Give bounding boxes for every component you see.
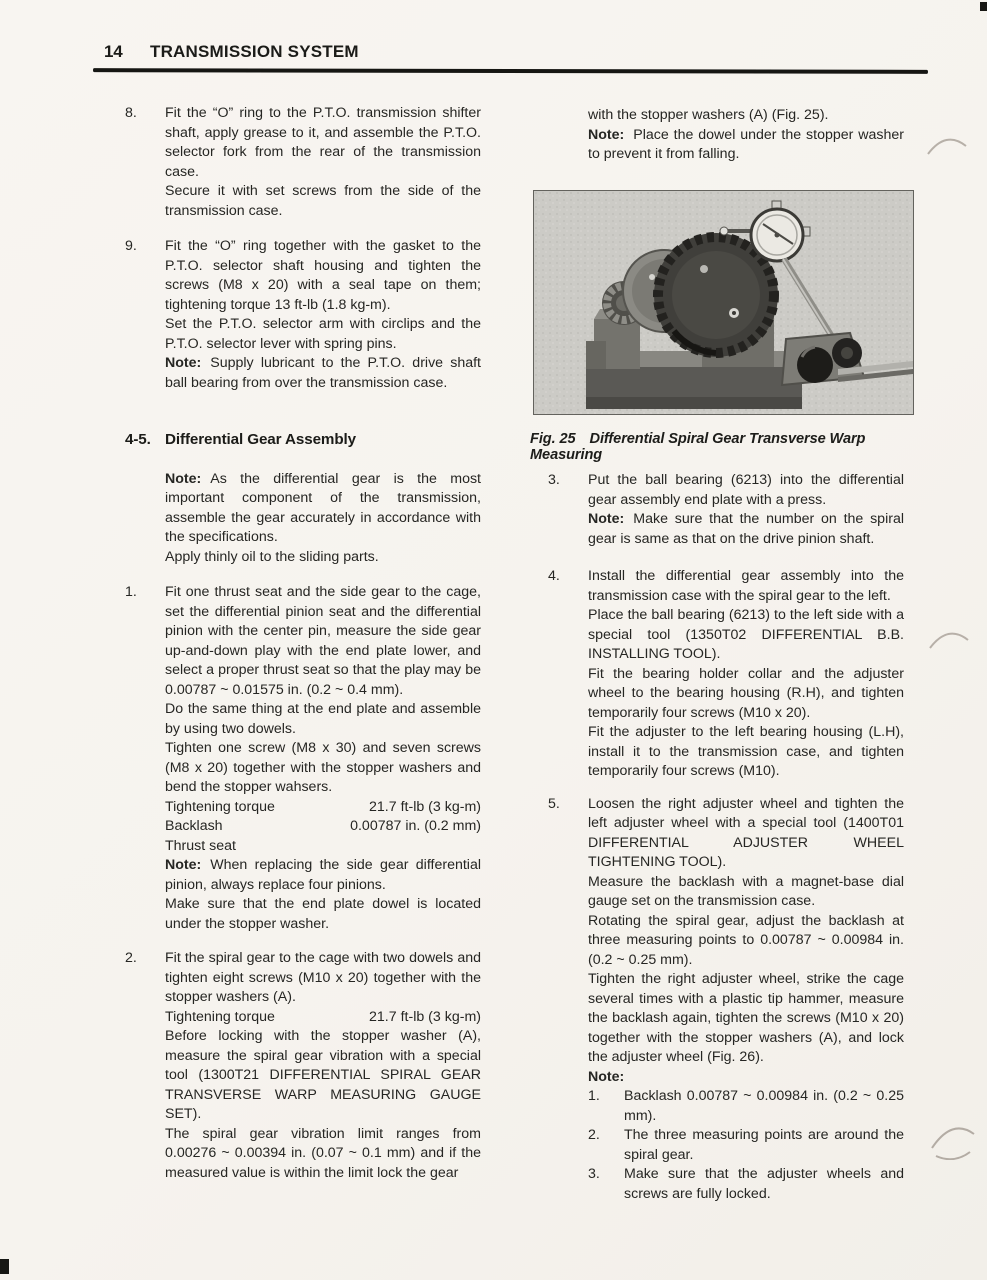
step-text: Fit the adjuster to the left bearing housing (L.H), install it to the transmission case, and tighten temporarily four screws (M10). xyxy=(588,724,904,779)
note-item-text: Make sure that the adjuster wheels and screws are fully locked. xyxy=(624,1166,904,1202)
note-list-item xyxy=(588,1165,904,1204)
scan-corner-mark xyxy=(980,2,987,11)
note-paragraph: Note: As the differential gear is the most important component of the transmission, assemble the gear accurately in accordance with the specifications. xyxy=(165,470,481,545)
spec-row xyxy=(165,798,481,818)
step-2-continuation xyxy=(548,106,904,165)
page-number: 14 xyxy=(104,42,123,61)
step-text: Place the ball bearing (6213) to the left side with a special tool (1350T02 DIFFERENTIAL B.B. INSTALLING TOOL). xyxy=(588,607,904,662)
note-label: Note: xyxy=(165,857,202,873)
section-title: Differential Gear Assembly xyxy=(165,431,356,448)
scan-curl-mark xyxy=(930,1118,972,1148)
note-list-item xyxy=(588,1087,904,1126)
step-note-label: Note: xyxy=(588,1068,625,1085)
spec-row xyxy=(165,837,481,857)
step-3 xyxy=(548,471,904,549)
section-heading xyxy=(125,430,481,450)
page-title: TRANSMISSION SYSTEM xyxy=(150,42,359,61)
figure-number: Fig. 25 xyxy=(530,431,576,447)
note-label: Note: xyxy=(165,470,202,487)
section-number: 4-5. xyxy=(125,431,151,448)
step-text: Secure it with set screws from the side of the transmission case. xyxy=(165,183,481,219)
step-number: 4. xyxy=(548,568,560,584)
cage-bolt xyxy=(649,274,655,280)
note-list-item xyxy=(588,1126,904,1165)
note-extra: Apply thinly oil to the sliding parts. xyxy=(165,548,379,565)
right-column-lower xyxy=(548,471,904,1204)
step-text: Loosen the right adjuster wheel and tighten the left adjuster wheel with a special tool (1400T01 DIFFERENTIAL ADJUSTER WHEEL TIGHTENING TOOL). xyxy=(588,795,904,870)
spec-label: Thrust seat xyxy=(165,837,236,854)
note-item-text: Backlash 0.00787 ~ 0.00984 in. (0.2 ~ 0.25 mm). xyxy=(624,1088,904,1124)
step-number: 8. xyxy=(125,105,137,121)
measuring-setup-illustration xyxy=(534,191,913,414)
gear-face xyxy=(672,251,760,339)
note-item-number: 1. xyxy=(588,1088,600,1104)
step-text: with the stopper washers (A) (Fig. 25). xyxy=(588,107,829,123)
step-text: Before locking with the stopper washer (A), measure the spiral gear vibration with a special tool (1300T21 DIFFERENTIAL SPIRAL GEAR TRANSVERSE WARP MEASURING GAUGE SET). xyxy=(165,1028,481,1122)
left-support-step2 xyxy=(586,341,606,369)
step-text: Fit the spiral gear to the cage with two dowels and tighten eight screws (M10 x 20) together with the stopper washers (A). xyxy=(165,950,481,1005)
gear-rivet-center xyxy=(732,311,736,315)
step-4 xyxy=(548,567,904,782)
scan-curl-mark xyxy=(926,128,968,158)
spec-label: Backlash xyxy=(165,818,223,834)
spec-row xyxy=(165,817,481,837)
step-note: Note: When replacing the side gear differential pinion, always replace four pinions. xyxy=(165,857,481,893)
step-text: Fit the bearing holder collar and the adjuster wheel to the bearing housing (R.H), and tighten temporarily four screws (M10 x 20). xyxy=(588,665,904,721)
spec-value: 0.00787 in. (0.2 mm) xyxy=(350,818,481,834)
spec-value: 21.7 ft-lb (3 kg-m) xyxy=(369,798,481,815)
step-note: Note: Place the dowel under the stopper washer to prevent it from falling. xyxy=(588,126,904,162)
step-number: 1. xyxy=(125,584,137,600)
dial-needle-hub xyxy=(775,233,780,238)
step-number: 2. xyxy=(125,950,137,966)
note-label: Note: xyxy=(165,355,202,371)
figure-caption xyxy=(530,431,930,463)
step-text: Measure the backlash with a magnet-base dial gauge set on the transmission case. xyxy=(588,873,904,909)
step-text: Fit the “O” ring together with the gasket to the P.T.O. selector shaft housing and tighten the screws (M8 x 20) with a seal tape on them; tightening torque 13 ft-lb (1.8 kg-m). xyxy=(165,238,481,313)
spec-label: Tightening torque xyxy=(165,1008,275,1025)
spec-value: 21.7 ft-lb (3 kg-m) xyxy=(369,1008,481,1025)
step-note: Note: Supply lubricant to the P.T.O. drive shaft ball bearing from over the transmission case. xyxy=(165,355,481,391)
step-text: Rotating the spiral gear, adjust the backlash at three measuring points to 0.00787 ~ 0.00984 in. (0.2 ~ 0.25 mm). xyxy=(588,912,904,968)
right-column xyxy=(548,106,904,165)
figure-25-photo xyxy=(533,190,914,415)
scan-curl-mark xyxy=(928,622,970,652)
step-number: 9. xyxy=(125,238,137,254)
step-2 xyxy=(125,949,481,1183)
knob-center xyxy=(841,347,853,359)
step-text: Make sure that the end plate dowel is located under the stopper washer. xyxy=(165,896,481,932)
step-text: Do the same thing at the end plate and assemble by using two dowels. xyxy=(165,701,481,737)
step-text: Set the P.T.O. selector arm with circlips and the P.T.O. selector lever with spring pins. xyxy=(165,316,481,352)
dial-contact-tip xyxy=(720,227,728,235)
base-shadow xyxy=(586,397,802,409)
scan-corner-mark xyxy=(0,1259,9,1274)
header-rule xyxy=(93,68,928,74)
note-label: Note: xyxy=(588,511,625,527)
step-text: The spiral gear vibration limit ranges from 0.00276 ~ 0.00394 in. (0.07 ~ 0.1 mm) and if the measured value is within the limit lock the gear xyxy=(165,1125,481,1181)
step-5 xyxy=(548,795,904,1205)
step-1 xyxy=(125,583,481,934)
step-text: Install the differential gear assembly into the transmission case with the spiral gear to the left. xyxy=(588,568,904,604)
note-item-number: 3. xyxy=(588,1166,600,1182)
spec-row xyxy=(165,1008,481,1028)
figure-caption-text: Differential Spiral Gear Transverse Warp Measuring xyxy=(530,431,866,463)
note-item-number: 2. xyxy=(588,1127,600,1143)
step-9 xyxy=(125,237,481,393)
step-text: Tighten one screw (M8 x 30) and seven screws (M8 x 20) together with the stopper washers and bend the stopper wahsers. xyxy=(165,740,481,795)
step-text: Fit the “O” ring to the P.T.O. transmission shifter shaft, apply grease to it, and assemble the P.T.O. selector fork from the rear of the transmission case. xyxy=(165,105,481,180)
step-note: Note: Make sure that the number on the spiral gear is same as that on the drive pinion shaft. xyxy=(588,511,904,547)
step-number: 5. xyxy=(548,795,560,812)
clamp-knob-large xyxy=(797,347,833,383)
spec-label: Tightening torque xyxy=(165,798,275,815)
section-note xyxy=(125,470,481,568)
left-column xyxy=(125,104,481,1183)
step-number: 3. xyxy=(548,472,560,488)
step-text: Fit one thrust seat and the side gear to the cage, set the differential pinion seat and the differential pinion with the center pin, measure the side gear up-and-down play with the end plate lower, and select a proper thrust seat so that the play may be 0.00787 ~ 0.01575 in. (0.2 ~ 0.4 mm). xyxy=(165,584,481,698)
note-item-text: The three measuring points are around the spiral gear. xyxy=(624,1127,904,1163)
step-text: Tighten the right adjuster wheel, strike the cage several times with a plastic tip hammer, measure the backlash again, tighten the screws (M10 x 20) together with the stopper washers (A), and lock the adjuster wheel (Fig. 26). xyxy=(588,971,904,1065)
gear-rivet xyxy=(700,265,708,273)
step-text: Put the ball bearing (6213) into the differential gear assembly end plate with a press. xyxy=(588,472,904,508)
note-label: Note: xyxy=(588,126,625,143)
step-8 xyxy=(125,104,481,221)
